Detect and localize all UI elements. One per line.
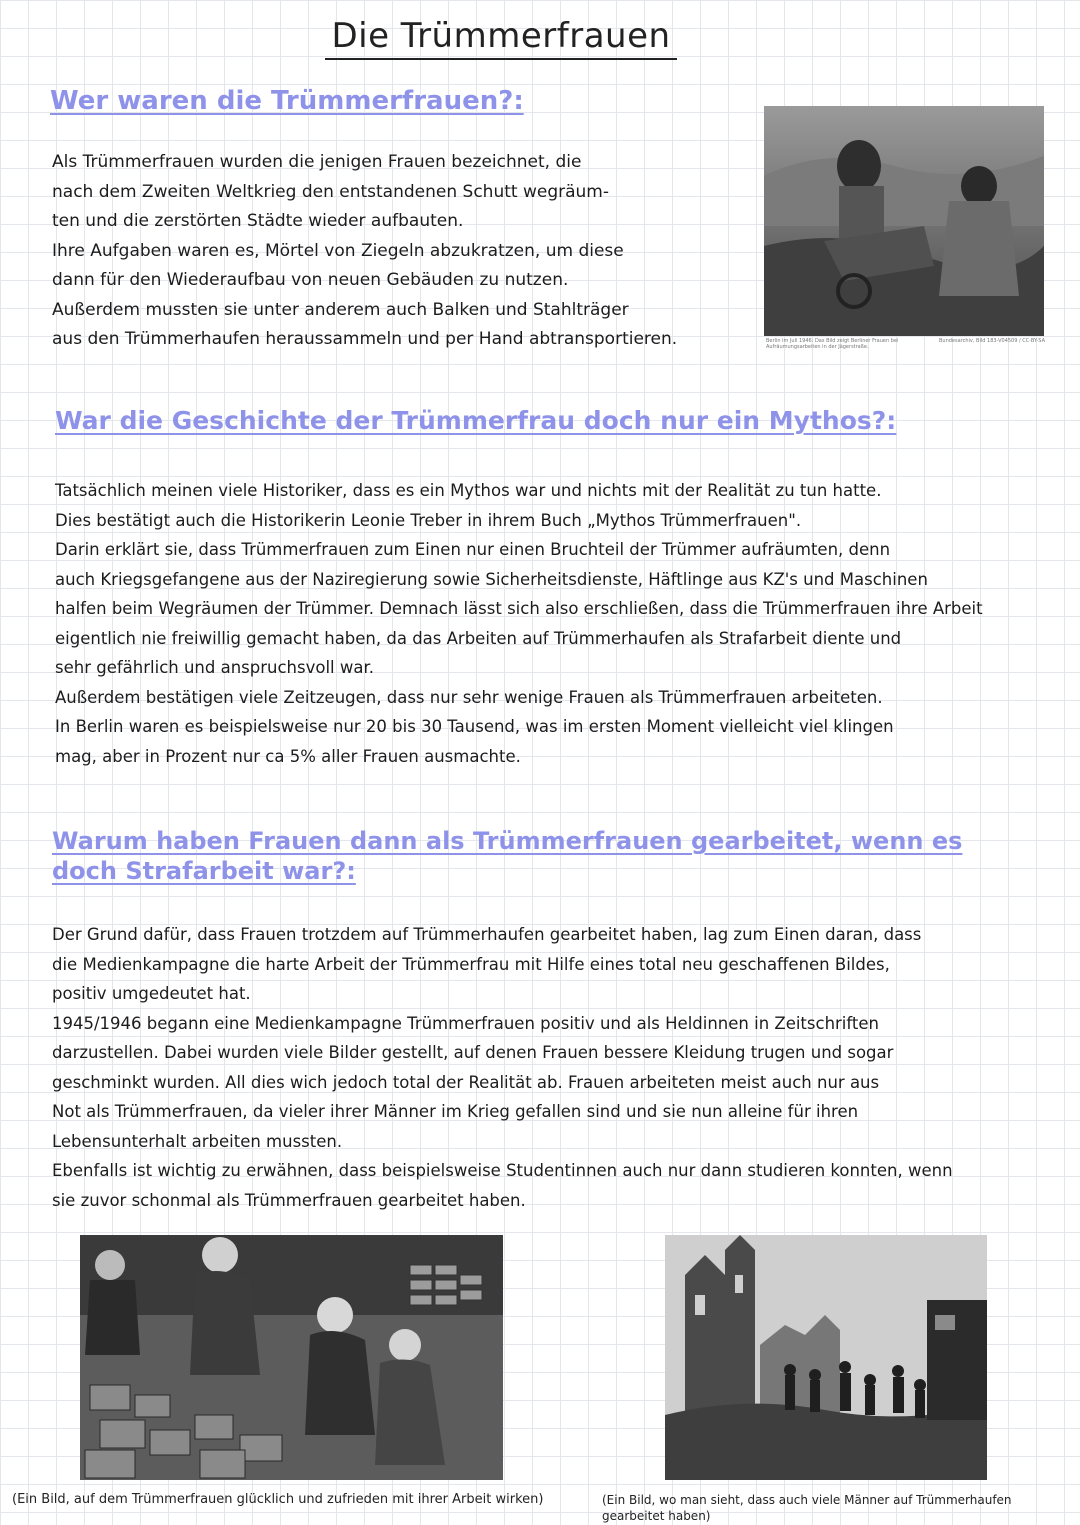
text-line: auch Kriegsgefangene aus der Naziregierung sowie Sicherheitsdienste, Häftlinge aus KZ's und Maschinen xyxy=(55,569,928,589)
page-title: Die Trümmerfrauen xyxy=(325,14,677,60)
text-line: positiv umgedeutet hat. xyxy=(52,984,251,1003)
text-line: darzustellen. Dabei wurden viele Bilder gestellt, auf denen Frauen bessere Kleidung trugen und sogar xyxy=(52,1043,894,1062)
section-who-text xyxy=(52,148,752,355)
text-line: dann für den Wiederaufbau von neuen Gebäuden zu nutzen. xyxy=(52,270,569,290)
text-line: Lebensunterhalt arbeiten mussten. xyxy=(52,1131,343,1151)
text-line: mag, aber in Prozent nur ca 5% aller Frauen ausmachte. xyxy=(55,746,521,766)
text-line: In Berlin waren es beispielsweise nur 20 bis 30 Tausend, was im ersten Moment vielleicht viel klingen xyxy=(55,717,894,736)
section-myth-text xyxy=(55,476,1055,771)
text-line: Außerdem bestätigen viele Zeitzeugen, dass nur sehr wenige Frauen als Trümmerfrauen arbeiteten. xyxy=(55,687,883,707)
heading-line: doch Strafarbeit war?: xyxy=(52,857,356,885)
text-line: ten und die zerstörten Städte wieder aufbauten. xyxy=(52,211,464,231)
text-line: geschminkt wurden. All dies wich jedoch total der Realität ab. Frauen arbeiteten meist auch nur aus xyxy=(52,1072,880,1092)
photo-men-working xyxy=(665,1235,987,1480)
text-line: sie zuvor schonmal als Trümmerfrauen gearbeitet haben. xyxy=(52,1190,526,1210)
text-line: Tatsächlich meinen viele Historiker, dass es ein Mythos war und nichts mit der Realität zu tun hatte. xyxy=(55,481,882,500)
photo-smiling-women xyxy=(80,1235,503,1480)
text-line: Der Grund dafür, dass Frauen trotzdem auf Trümmerhaufen gearbeitet haben, lag zum Einen daran, dass xyxy=(52,925,922,944)
photo-caption: Berlin im Juli 1946: Das Bild zeigt Berliner Frauen bei Aufräumungsarbeiten in der Jägerstraße. xyxy=(766,338,899,350)
text-line: Als Trümmerfrauen wurden die jenigen Frauen bezeichnet, die xyxy=(52,152,582,172)
section-heading-who: Wer waren die Trümmerfrauen?: xyxy=(50,86,524,116)
text-line: die Medienkampagne die harte Arbeit der Trümmerfrau mit Hilfe eines total neu geschaffenen Bildes, xyxy=(52,954,890,974)
text-line: halfen beim Wegräumen der Trümmer. Demnach lässt sich also erschließen, dass die Trümmerfrauen ihre Arbeit xyxy=(55,599,983,618)
text-line: nach dem Zweiten Weltkrieg den entstandenen Schutt wegräum- xyxy=(52,181,609,202)
text-line: Ebenfalls ist wichtig zu erwähnen, dass beispielsweise Studentinnen auch nur dann studieren konnten, wenn xyxy=(52,1161,953,1180)
photo-women-wheelbarrow xyxy=(764,106,1044,336)
caption-right-photo: (Ein Bild, wo man sieht, dass auch viele Männer auf Trümmerhaufen gearbeitet haben) xyxy=(602,1493,1012,1523)
caption-left-photo: (Ein Bild, auf dem Trümmerfrauen glücklich und zufrieden mit ihrer Arbeit wirken) xyxy=(12,1492,544,1507)
section-heading-myth: War die Geschichte der Trümmerfrau doch nur ein Mythos?: xyxy=(55,406,897,435)
text-line: Außerdem mussten sie unter anderem auch Balken und Stahlträger xyxy=(52,299,629,320)
heading-line: Warum haben Frauen dann als Trümmerfrauen gearbeitet, wenn es xyxy=(52,827,963,855)
photo-credit: Bundesarchiv, Bild 183-V04509 / CC-BY-SA xyxy=(938,338,1045,344)
text-line: aus den Trümmerhaufen heraussammeln und per Hand abtransportieren. xyxy=(52,329,678,349)
text-line: eigentlich nie freiwillig gemacht haben, da das Arbeiten auf Trümmerhaufen als Strafarbeit diente und xyxy=(55,628,902,648)
text-line: Dies bestätigt auch die Historikerin Leonie Treber in ihrem Buch „Mythos Trümmerfrauen". xyxy=(55,510,802,530)
section-heading-why xyxy=(52,826,962,886)
text-line: Ihre Aufgaben waren es, Mörtel von Ziegeln abzukratzen, um diese xyxy=(52,240,624,261)
text-line: sehr gefährlich und anspruchsvoll war. xyxy=(55,658,374,677)
text-line: Darin erklärt sie, dass Trümmerfrauen zum Einen nur einen Bruchteil der Trümmer aufräumten, denn xyxy=(55,540,891,559)
section-why-text xyxy=(52,920,1067,1215)
text-line: 1945/1946 begann eine Medienkampagne Trümmerfrauen positiv und als Heldinnen in Zeitschriften xyxy=(52,1013,879,1033)
text-line: Not als Trümmerfrauen, da vieler ihrer Männer im Krieg gefallen sind und sie nun alleine für ihren xyxy=(52,1102,859,1121)
